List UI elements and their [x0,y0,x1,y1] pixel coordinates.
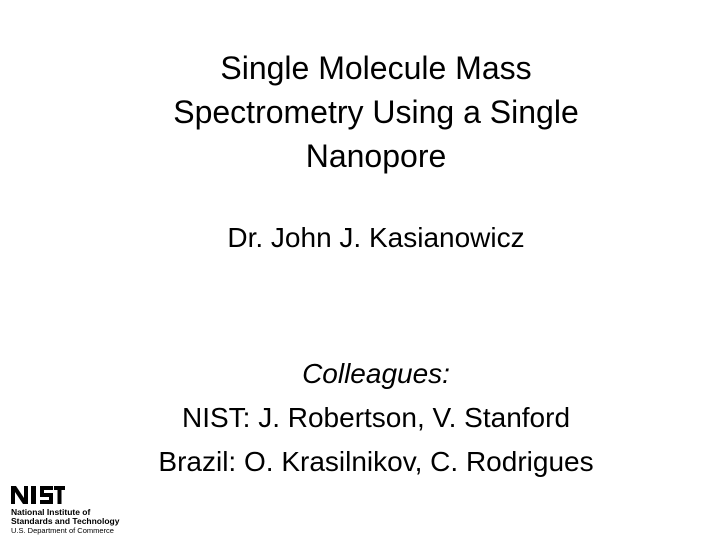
slide-title [100,46,652,178]
nist-logo-line-3: U.S. Department of Commerce [11,526,114,535]
colleagues-block [80,352,672,484]
colleagues-heading: Colleagues: [302,358,450,389]
nist-logo [9,484,123,536]
title-line-1: Single Molecule Mass [220,50,532,86]
colleagues-line-brazil: Brazil: O. Krasilnikov, C. Rodrigues [158,446,594,477]
colleagues-line-nist: NIST: J. Robertson, V. Stanford [181,402,571,433]
nist-logo-line-2: Standards and Technology [11,516,120,526]
nist-wordmark-icon [9,484,65,506]
nist-logo-line-1: National Institute of [11,507,91,517]
author-name: Dr. John J. Kasianowicz [227,222,525,253]
title-line-3: Nanopore [305,138,447,174]
title-line-2: Spectrometry Using a Single [173,94,579,130]
